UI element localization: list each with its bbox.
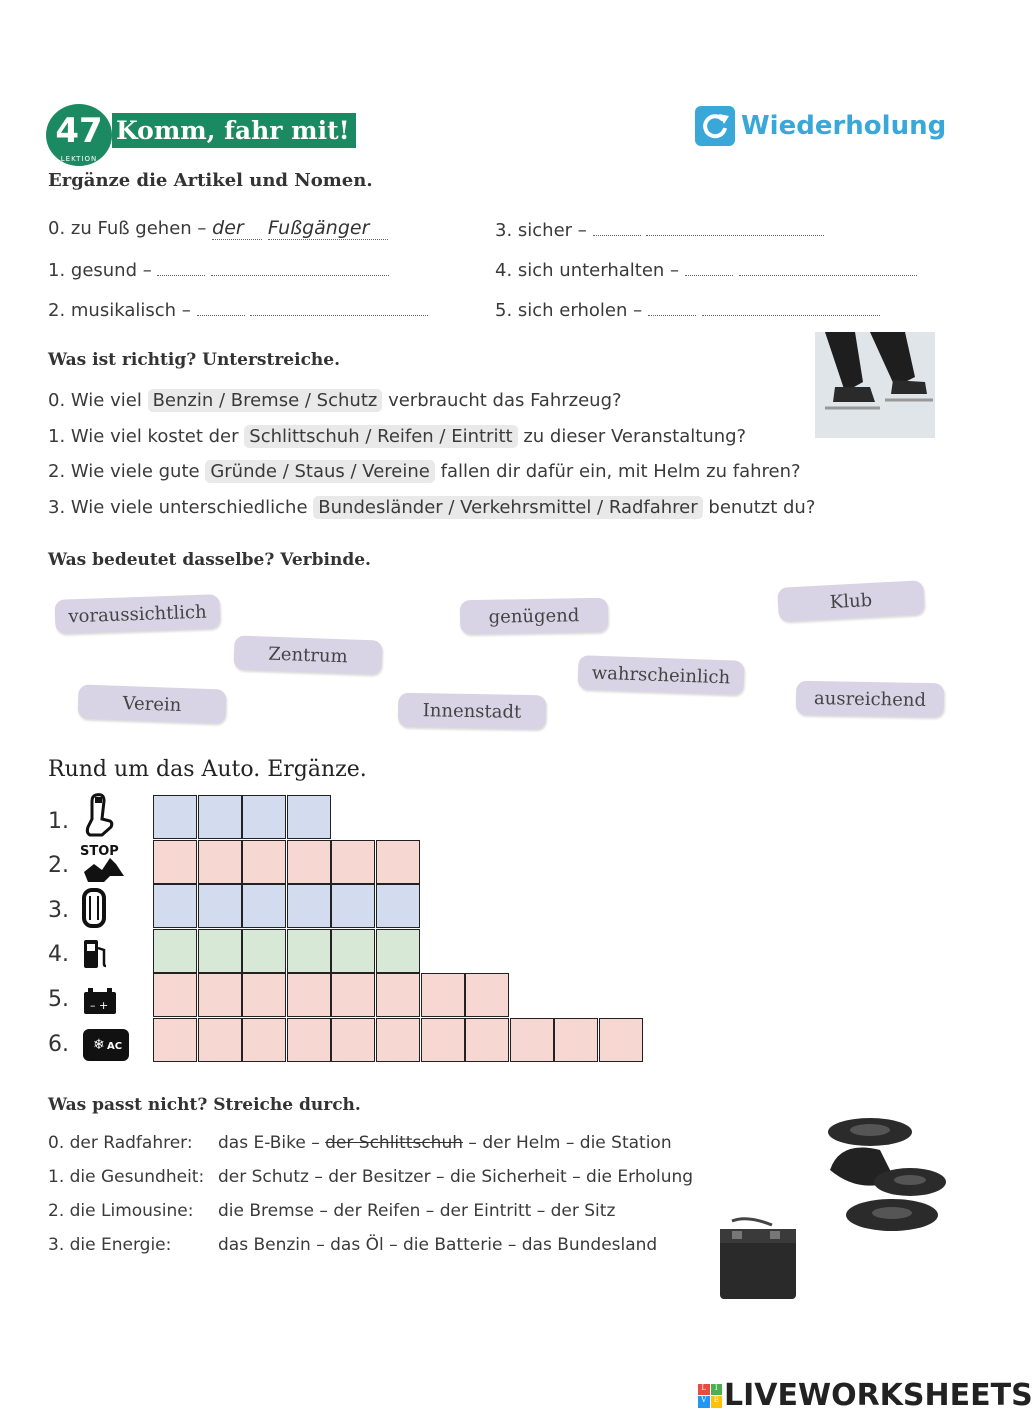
car-battery-image <box>712 1215 802 1311</box>
word-choice[interactable]: der Besitzer <box>328 1167 431 1187</box>
item-label: 2. musikalisch – <box>48 300 191 321</box>
word-choice[interactable]: der Reifen <box>333 1201 421 1221</box>
article-input[interactable] <box>593 217 641 236</box>
separator: – <box>430 1167 450 1187</box>
grid-cell[interactable] <box>510 1018 554 1062</box>
separator: – <box>560 1133 580 1153</box>
lesson-number-badge <box>46 104 112 166</box>
noun-input[interactable] <box>702 297 880 316</box>
grid-cell[interactable] <box>242 840 286 884</box>
word-choice[interactable]: das Öl <box>330 1235 384 1255</box>
separator: – <box>463 1133 483 1153</box>
separator: – <box>308 1167 329 1187</box>
separator: – <box>310 1235 331 1255</box>
logo-letter: I <box>711 1384 723 1396</box>
sentence-end: zu dieser Veranstaltung? <box>523 426 747 447</box>
sentence-start: 3. Wie viele unterschiedliche <box>48 497 308 518</box>
grid-cell[interactable] <box>376 973 420 1017</box>
noun-input[interactable] <box>739 257 917 276</box>
grid-cell[interactable] <box>465 1018 509 1062</box>
word-choice[interactable]: das E-Bike <box>218 1133 306 1153</box>
exercise1-item-0 <box>48 217 388 240</box>
word-tag[interactable]: Verein <box>77 684 226 723</box>
word-list <box>218 1235 657 1255</box>
separator: – <box>305 1133 326 1153</box>
grid-cell[interactable] <box>198 884 242 928</box>
noun-input[interactable] <box>250 297 428 316</box>
battery-text: – + <box>90 999 109 1012</box>
grid-cell[interactable] <box>242 1018 286 1062</box>
air-conditioning-icon <box>82 1028 130 1066</box>
item-label: 4. sich unterhalten – <box>495 260 680 281</box>
grid-cell[interactable] <box>153 795 197 839</box>
sentence-end: verbraucht das Fahrzeug? <box>388 390 622 411</box>
grid-cell[interactable] <box>153 884 197 928</box>
word-choice[interactable]: das Benzin <box>218 1235 311 1255</box>
separator: – <box>566 1167 587 1187</box>
category-label: 1. die Gesundheit: <box>48 1167 205 1187</box>
logo-letter: V <box>698 1396 710 1408</box>
exercise1-item-2 <box>48 297 428 321</box>
row-label: 3. <box>48 898 69 923</box>
seat-icon <box>82 793 114 841</box>
category-label: 2. die Limousine: <box>48 1201 194 1221</box>
exercise4-heading: Rund um das Auto. Ergänze. <box>48 757 367 782</box>
grid-cell[interactable] <box>287 840 331 884</box>
grid-cell[interactable] <box>153 929 197 973</box>
grid-cell[interactable] <box>242 795 286 839</box>
grid-cell[interactable] <box>599 1018 643 1062</box>
review-badge <box>695 104 946 148</box>
grid-cell[interactable] <box>153 1018 197 1062</box>
category-label: 3. die Energie: <box>48 1235 172 1255</box>
row-label: 5. <box>48 987 69 1012</box>
sentence-end: fallen dir dafür ein, mit Helm zu fahren? <box>440 461 801 482</box>
grid-cell[interactable] <box>287 884 331 928</box>
grid-cell[interactable] <box>153 840 197 884</box>
separator: – <box>420 1201 440 1221</box>
exercise1-item-3 <box>495 217 824 241</box>
word-choice[interactable]: der Schutz <box>218 1167 309 1187</box>
word-list <box>218 1133 672 1153</box>
article-input[interactable] <box>648 297 696 316</box>
sentence-start: 1. Wie viel kostet der <box>48 426 239 447</box>
answer-options[interactable]: Gründe / Staus / Vereine <box>205 460 435 483</box>
logo-mark <box>698 1384 722 1408</box>
word-choice[interactable]: die Bremse <box>218 1201 314 1221</box>
row-label: 1. <box>48 809 69 834</box>
grid-cell[interactable] <box>198 795 242 839</box>
grid-cell[interactable] <box>331 1018 375 1062</box>
sentence-end: benutzt du? <box>708 497 816 518</box>
answer-options[interactable]: Benzin / Bremse / Schutz <box>148 389 383 412</box>
grid-cell[interactable] <box>242 973 286 1017</box>
word-choice[interactable]: der Sitz <box>550 1201 616 1221</box>
exercise5-heading: Was passt nicht? Streiche durch. <box>48 1095 361 1115</box>
ice-skates-image <box>815 332 935 438</box>
exercise2-item-3 <box>48 497 815 518</box>
grid-cell[interactable] <box>331 929 375 973</box>
word-tag[interactable]: wahrscheinlich <box>577 655 744 695</box>
word-choice[interactable]: der Helm <box>482 1133 561 1153</box>
exercise1-item-1 <box>48 257 389 281</box>
grid-cell[interactable] <box>287 1018 331 1062</box>
word-tag[interactable]: voraussichtlich <box>54 594 220 634</box>
grid-cell[interactable] <box>287 973 331 1017</box>
grid-cell[interactable] <box>331 884 375 928</box>
brand-name: LIVEWORKSHEETS <box>724 1378 1033 1413</box>
grid-cell[interactable] <box>376 884 420 928</box>
tire-icon <box>82 888 106 932</box>
noun-input[interactable] <box>646 217 824 236</box>
liveworksheets-logo <box>698 1378 1033 1413</box>
separator: – <box>502 1235 522 1255</box>
grid-cell[interactable] <box>198 929 242 973</box>
exercise2-heading: Was ist richtig? Unterstreiche. <box>48 350 341 370</box>
logo-letter: L <box>698 1384 710 1396</box>
separator: – <box>531 1201 551 1221</box>
noun-input[interactable] <box>211 257 389 276</box>
word-choice[interactable]: die Batterie <box>403 1235 503 1255</box>
grid-cell[interactable] <box>331 973 375 1017</box>
grid-cell[interactable] <box>465 973 509 1017</box>
grid-cell[interactable] <box>376 840 420 884</box>
lesson-number: 47 <box>55 111 103 151</box>
exercise1-item-5 <box>495 297 880 321</box>
item-label: 1. gesund – <box>48 260 152 281</box>
word-tag[interactable]: Innenstadt <box>398 693 547 730</box>
item-label: 5. sich erholen – <box>495 300 643 321</box>
separator: – <box>314 1201 334 1221</box>
lesson-sub-label: LEKTION <box>60 155 98 163</box>
grid-cell[interactable] <box>242 929 286 973</box>
exercise2-item-0 <box>48 390 622 411</box>
word-choice[interactable]: der Eintritt <box>439 1201 532 1221</box>
grid-cell[interactable] <box>198 840 242 884</box>
answer-options[interactable]: Schlittschuh / Reifen / Eintritt <box>244 425 517 448</box>
separator: – <box>383 1235 403 1255</box>
grid-cell[interactable] <box>376 1018 420 1062</box>
exercise1-heading: Ergänze die Artikel und Nomen. <box>48 170 373 191</box>
ac-text: AC <box>107 1041 123 1052</box>
grid-cell[interactable] <box>153 973 197 1017</box>
grid-cell[interactable] <box>287 795 331 839</box>
grid-cell[interactable] <box>198 973 242 1017</box>
grid-cell[interactable] <box>421 1018 465 1062</box>
noun-answer[interactable]: Fußgänger <box>268 217 388 240</box>
battery-icon <box>82 986 118 1020</box>
grid-cell[interactable] <box>376 929 420 973</box>
word-choice[interactable]: der Schlittschuh <box>325 1133 463 1153</box>
grid-cell[interactable] <box>287 929 331 973</box>
word-tag[interactable]: ausreichend <box>796 681 945 718</box>
fuel-pump-icon <box>82 936 110 974</box>
exercise2-item-1 <box>48 426 746 447</box>
word-choice[interactable]: die Erholung <box>586 1167 694 1187</box>
answer-options[interactable]: Bundesländer / Verkehrsmittel / Radfahrer <box>313 496 702 519</box>
grid-cell[interactable] <box>331 840 375 884</box>
stop-text: STOP <box>80 844 119 859</box>
item-label: 3. sicher – <box>495 220 587 241</box>
article-input[interactable] <box>197 297 245 316</box>
review-label: Wiederholung <box>741 111 947 141</box>
exercise3-heading: Was bedeutet dasselbe? Verbinde. <box>48 550 371 570</box>
page-title: Komm, fahr mit! <box>112 113 356 148</box>
exercise2-item-2 <box>48 461 801 482</box>
word-tag[interactable]: Zentrum <box>233 635 382 674</box>
category-label: 0. der Radfahrer: <box>48 1133 193 1153</box>
word-choice[interactable]: das Bundesland <box>521 1235 658 1255</box>
sentence-start: 2. Wie viele gute <box>48 461 200 482</box>
row-label: 2. <box>48 853 69 878</box>
row-label: 6. <box>48 1032 69 1057</box>
word-list <box>218 1167 693 1187</box>
article-input[interactable] <box>157 257 205 276</box>
grid-cell[interactable] <box>554 1018 598 1062</box>
exercise1-item-4 <box>495 257 917 281</box>
refresh-icon <box>695 106 735 146</box>
grid-cell[interactable] <box>242 884 286 928</box>
word-choice[interactable]: die Sicherheit <box>449 1167 567 1187</box>
tires-stack-image <box>820 1110 950 1244</box>
word-tag[interactable]: genügend <box>460 598 609 635</box>
svg-text:❄: ❄ <box>93 1037 105 1053</box>
word-tag[interactable]: Klub <box>777 580 925 622</box>
stop-sign-icon <box>80 842 128 888</box>
word-list <box>218 1201 615 1221</box>
grid-cell[interactable] <box>421 973 465 1017</box>
word-choice[interactable]: die Station <box>579 1133 672 1153</box>
logo-letter: E <box>711 1396 723 1408</box>
row-label: 4. <box>48 942 69 967</box>
article-input[interactable] <box>685 257 733 276</box>
article-answer[interactable]: der <box>212 217 262 240</box>
grid-cell[interactable] <box>198 1018 242 1062</box>
item-label: 0. zu Fuß gehen – <box>48 218 207 239</box>
sentence-start: 0. Wie viel <box>48 390 142 411</box>
